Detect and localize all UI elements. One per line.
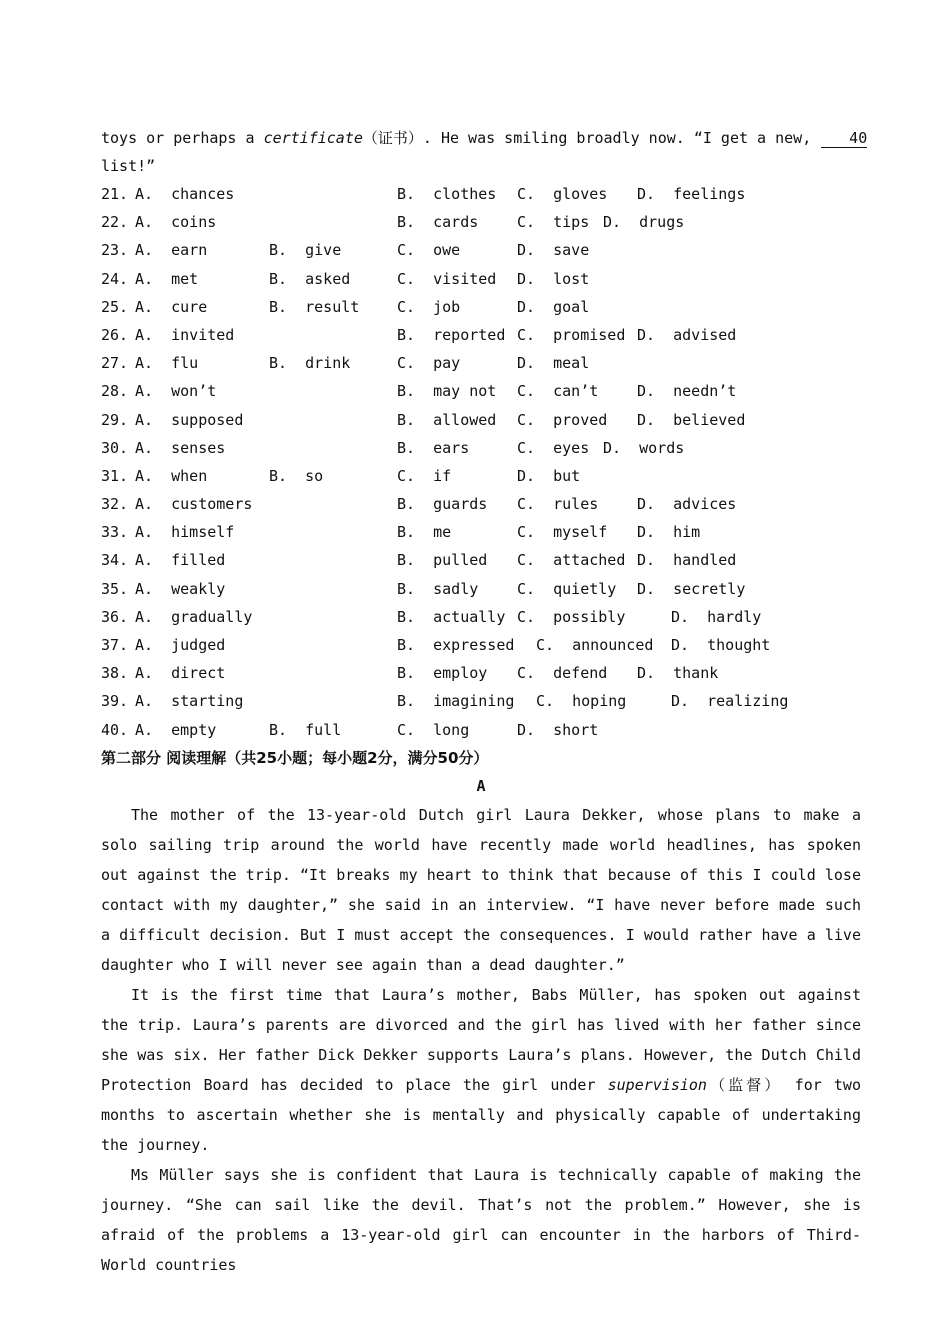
question-row <box>101 208 861 236</box>
option-d: D. feelings <box>637 185 746 203</box>
option-b: B. employ <box>397 664 488 683</box>
option-c: C. announced <box>536 636 654 654</box>
option-a: A. direct <box>135 664 226 683</box>
option-d: D. secretly <box>637 579 746 598</box>
question-row <box>101 406 861 434</box>
question-number: 39. <box>101 692 129 711</box>
question-row <box>101 180 861 208</box>
option-b: B. me <box>397 523 452 542</box>
option-b: B. full <box>269 720 342 739</box>
option-a: A. when <box>135 466 208 485</box>
option-c: C. quietly <box>517 579 617 598</box>
option-b: B. asked <box>269 269 351 288</box>
option-c: C. defend <box>517 664 608 683</box>
question-number: 37. <box>101 636 129 654</box>
option-d: D. short <box>517 720 599 739</box>
question-row <box>101 659 861 687</box>
question-number: 31. <box>101 466 129 485</box>
paragraph-2-text-a: It is the first time that Laura’s mother, Babs Müller, has spoken out against the trip. Laura’s parents are divorced and the girl has lived with her father since she was six. Her father Dick Dekker supports Laura’s plans. However, the Dutch Child Protection Board has decided to place the girl under <box>101 985 861 1094</box>
option-d: D. meal <box>517 354 590 373</box>
option-b: B. give <box>269 241 342 260</box>
question-row <box>101 349 861 377</box>
question-row <box>101 462 861 490</box>
question-row <box>101 321 861 349</box>
question-number: 32. <box>101 495 129 514</box>
question-number: 27. <box>101 354 129 373</box>
option-b: B. actually <box>397 607 506 626</box>
question-number: 35. <box>101 579 129 598</box>
question-row <box>101 716 861 744</box>
section-title: 第二部分 阅读理解（共25小题；每小题2分，满分50分） <box>101 748 489 767</box>
option-a: A. invited <box>135 325 235 344</box>
option-d: D. drugs <box>603 213 685 232</box>
option-d: D. save <box>517 241 590 260</box>
question-row <box>101 377 861 405</box>
question-row <box>101 434 861 462</box>
option-c: C. hoping <box>536 692 627 711</box>
question-row <box>101 603 861 631</box>
option-b: B. clothes <box>397 185 497 203</box>
intro-italic-word: certificate <box>263 129 363 147</box>
option-d: D. lost <box>517 269 590 288</box>
question-row <box>101 265 861 293</box>
option-a: A. customers <box>135 495 253 514</box>
question-number: 36. <box>101 607 129 626</box>
option-a: A. supposed <box>135 410 244 429</box>
option-c: C. can’t <box>517 382 599 401</box>
intro-line-2: list!” <box>101 157 156 175</box>
option-d: D. him <box>637 523 701 542</box>
option-c: C. pay <box>397 354 461 373</box>
option-a: A. empty <box>135 720 217 739</box>
option-a: A. won’t <box>135 382 217 401</box>
option-c: C. possibly <box>517 607 626 626</box>
intro-line-1 <box>101 124 868 152</box>
option-d: D. realizing <box>671 692 789 711</box>
option-a: A. cure <box>135 297 208 316</box>
question-number: 30. <box>101 438 129 457</box>
option-d: D. goal <box>517 297 590 316</box>
question-number: 24. <box>101 269 129 288</box>
question-number: 25. <box>101 297 129 316</box>
option-b: B. expressed <box>397 636 515 654</box>
option-d: D. believed <box>637 410 746 429</box>
option-a: A. chances <box>135 185 235 203</box>
question-number: 40. <box>101 720 129 739</box>
option-d: D. but <box>517 466 581 485</box>
option-d: D. thank <box>637 664 719 683</box>
option-b: B. so <box>269 466 324 485</box>
option-d: D. advices <box>637 495 737 514</box>
question-number: 29. <box>101 410 129 429</box>
question-number: 38. <box>101 664 129 683</box>
option-b: B. may not <box>397 382 497 401</box>
paragraph-3: Ms Müller says she is confident that Laura is technically capable of making the journey. “She can sail like the devil. That’s not the problem.” However, she is afraid of the problems a 13-year-old girl can encounter in the harbors of Third-World countries <box>101 1165 861 1274</box>
option-b: B. reported <box>397 325 506 344</box>
question-row <box>101 575 861 603</box>
option-b: B. sadly <box>397 579 479 598</box>
question-row <box>101 518 861 546</box>
option-b: B. allowed <box>397 410 497 429</box>
option-c: C. owe <box>397 241 461 260</box>
question-row <box>101 293 861 321</box>
option-a: A. flu <box>135 354 199 373</box>
option-a: A. met <box>135 269 199 288</box>
question-number: 23. <box>101 241 129 260</box>
option-d: D. advised <box>637 325 737 344</box>
passage-label: A <box>476 776 486 795</box>
option-d: D. thought <box>671 636 771 654</box>
option-c: C. if <box>397 466 452 485</box>
option-c: C. long <box>397 720 470 739</box>
option-c: C. visited <box>397 269 497 288</box>
paragraph-1: The mother of the 13-year-old Dutch girl Laura Dekker, whose plans to make a solo sailing trip around the world have recently made world headlines, has spoken out against the trip. “It breaks my heart to think that because of this I could lose contact with my daughter,” she said in an interview. “I have never before made such a difficult decision. But I must accept the consequences. I would rather have a live daughter who I will never see again than a dead daughter.” <box>101 805 861 974</box>
option-b: B. drink <box>269 354 351 373</box>
question-row <box>101 236 861 264</box>
question-number: 21. <box>101 185 129 203</box>
option-c: C. eyes <box>517 438 590 457</box>
intro-text-2: （证书）. He was smiling broadly now. “I get a new, <box>362 129 812 147</box>
question-list <box>101 180 861 744</box>
option-d: D. hardly <box>671 607 762 626</box>
option-c: C. tips <box>517 213 590 232</box>
option-a: A. senses <box>135 438 226 457</box>
option-d: D. handled <box>637 551 737 570</box>
document-page <box>101 124 868 1280</box>
option-b: B. guards <box>397 495 488 514</box>
question-number: 28. <box>101 382 129 401</box>
option-b: B. result <box>269 297 360 316</box>
option-a: A. himself <box>135 523 235 542</box>
option-a: A. coins <box>135 213 217 232</box>
paragraph-2-text-b: （监督） for two months to ascertain whether she is mentally and physically capable of undertaking the journey. <box>101 1075 861 1154</box>
option-c: C. promised <box>517 325 626 344</box>
option-a: A. filled <box>135 551 226 570</box>
paragraph-2-italic: supervision <box>607 1075 707 1094</box>
answer-blank: 40 <box>821 129 867 148</box>
paragraph-2 <box>101 980 861 1160</box>
option-c: C. proved <box>517 410 608 429</box>
option-c: C. attached <box>517 551 626 570</box>
option-b: B. ears <box>397 438 470 457</box>
option-c: C. job <box>397 297 461 316</box>
question-row <box>101 546 861 574</box>
option-b: B. cards <box>397 213 479 232</box>
option-a: A. gradually <box>135 607 253 626</box>
option-c: C. gloves <box>517 185 608 203</box>
option-c: C. myself <box>517 523 608 542</box>
question-row <box>101 631 861 659</box>
question-number: 26. <box>101 325 129 344</box>
question-row <box>101 687 861 715</box>
option-a: A. earn <box>135 241 208 260</box>
option-c: C. rules <box>517 495 599 514</box>
question-number: 22. <box>101 213 129 232</box>
option-d: D. words <box>603 438 685 457</box>
option-a: A. starting <box>135 692 244 711</box>
question-number: 34. <box>101 551 129 570</box>
option-a: A. judged <box>135 636 226 654</box>
option-a: A. weakly <box>135 579 226 598</box>
option-b: B. pulled <box>397 551 488 570</box>
intro-text-1: toys or perhaps a <box>101 129 264 147</box>
option-d: D. needn’t <box>637 382 737 401</box>
question-row <box>101 490 861 518</box>
option-b: B. imagining <box>397 692 515 711</box>
question-number: 33. <box>101 523 129 542</box>
